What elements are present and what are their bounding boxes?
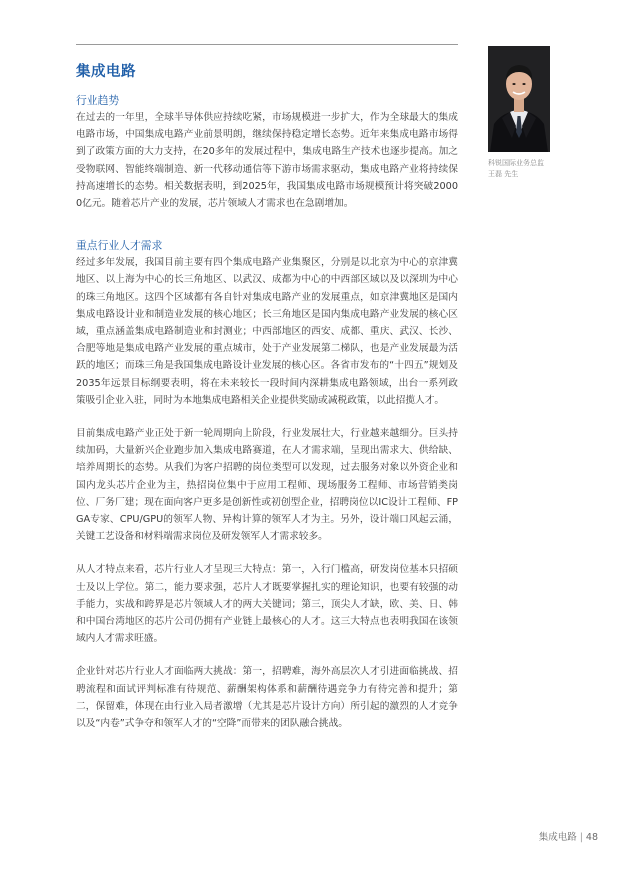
portrait-caption: [488, 158, 588, 180]
paragraph: 在过去的一年里，全球半导体供应持续吃紧，市场规模进一步扩大，作为全球最大的集成电路市场，中国集成电路产业前景明朗，继续保持稳定增长态势。近年来集成电路市场得到了政策方面的大力支持，在20多年的发展过程中，集成电路生产技术也逐步提高。加之受物联网、智能终端制造、新一代移动通信等下游市场需求驱动，集成电路产业将持续保持高速增长的态势。相关数据表明，到2025年，我国集成电路市场规模预计将突破20000亿元。随着芯片产业的发展，芯片领域人才需求也在急剧增加。: [76, 112, 458, 210]
paragraph: 从人才特点来看，芯片行业人才呈现三大特点：第一，入行门槛高，研发岗位基本只招硕士及以上学位。第二，能力要求强，芯片人才既要掌握扎实的理论知识，也要有较强的动手能力，实战和跨界是芯片领域人才的两大关键词；第三，顶尖人才缺，欧、美、日、韩和中国台湾地区的芯片公司仍拥有产业链上最核心的人才。这三大特点也表明我国在该领域内人才需求旺盛。: [76, 564, 458, 645]
paragraph: 经过多年发展，我国目前主要有四个集成电路产业集聚区，分别是以北京为中心的京津冀地区、以上海为中心的长三角地区、以武汉、成都为中心的中西部区域以及以深圳为中心的珠三角地区。这四个区域都有各自针对集成电路产业的发展重点，如京津冀地区是国内集成电路设计业和制造业发展的核心地区；长三角地区是国内集成电路产业发展的核心区域，重点涵盖集成电路制造业和封测业；中西部地区的西安、成都、重庆、武汉、长沙、合肥等地是集成电路产业发展的重点城市，处于产业发展第二梯队，也是产业发展最为活跃的地区；而珠三角是我国集成电路设计业发展的核心区。各省市发布的“十四五”规划及2035年远景目标纲要表明，将在未来较长一段时间内深耕集成电路领域，出台一系列政策吸引企业入驻，同时为本地集成电路相关企业提供奖励或减税政策，以此招揽人才。: [76, 257, 458, 406]
caption-name: 王磊 先生: [488, 170, 519, 178]
page-footer: [539, 829, 598, 843]
article-body: [76, 92, 458, 732]
portrait-photo: [488, 46, 550, 152]
footer-section-name: 集成电路: [538, 832, 577, 843]
paragraph: 企业针对芯片行业人才面临两大挑战：第一，招聘难，海外高层次人才引进面临挑战、招聘流程和面试评判标准有待规范、薪酬架构体系和薪酬待遇竞争力有待完善和提升；第二，保留难，体现在由行业入局者激增（尤其是芯片设计方向）所引起的激烈的人才竞争以及“内卷”式争夺和领军人才的“空降”而带来的团队融合挑战。: [76, 666, 458, 730]
paragraph: 目前集成电路产业正处于新一轮周期向上阶段，行业发展壮大，行业越来越细分。巨头持续加码，大量新兴企业跑步加入集成电路赛道，在人才需求端，呈现出需求大、供给缺、培养周期长的态势。从我们为客户招聘的岗位类型可以发现，过去服务对象以外资企业和国内龙头芯片企业为主，热招岗位集中于应用工程师、现场服务工程师、市场营销类岗位、厂务厂建；现在面向客户更多是创新性或初创型企业，招聘岗位以IC设计工程师、FPGA专家、CPU/GPU的领军人物、异构计算的领军人才为主。另外，设计端口风起云涌，关键工艺设备和材料端需求岗位及研发领军人才需求较多。: [76, 428, 458, 543]
page-title: 集成电路: [76, 64, 136, 80]
header-rule: [76, 44, 458, 45]
footer-separator: |: [579, 832, 583, 843]
caption-title: 科锐国际业务总监: [488, 159, 544, 167]
section-heading-talent-demand: 重点行业人才需求: [76, 239, 163, 253]
page-number: 48: [585, 832, 598, 843]
section-heading-trend: 行业趋势: [76, 94, 120, 107]
